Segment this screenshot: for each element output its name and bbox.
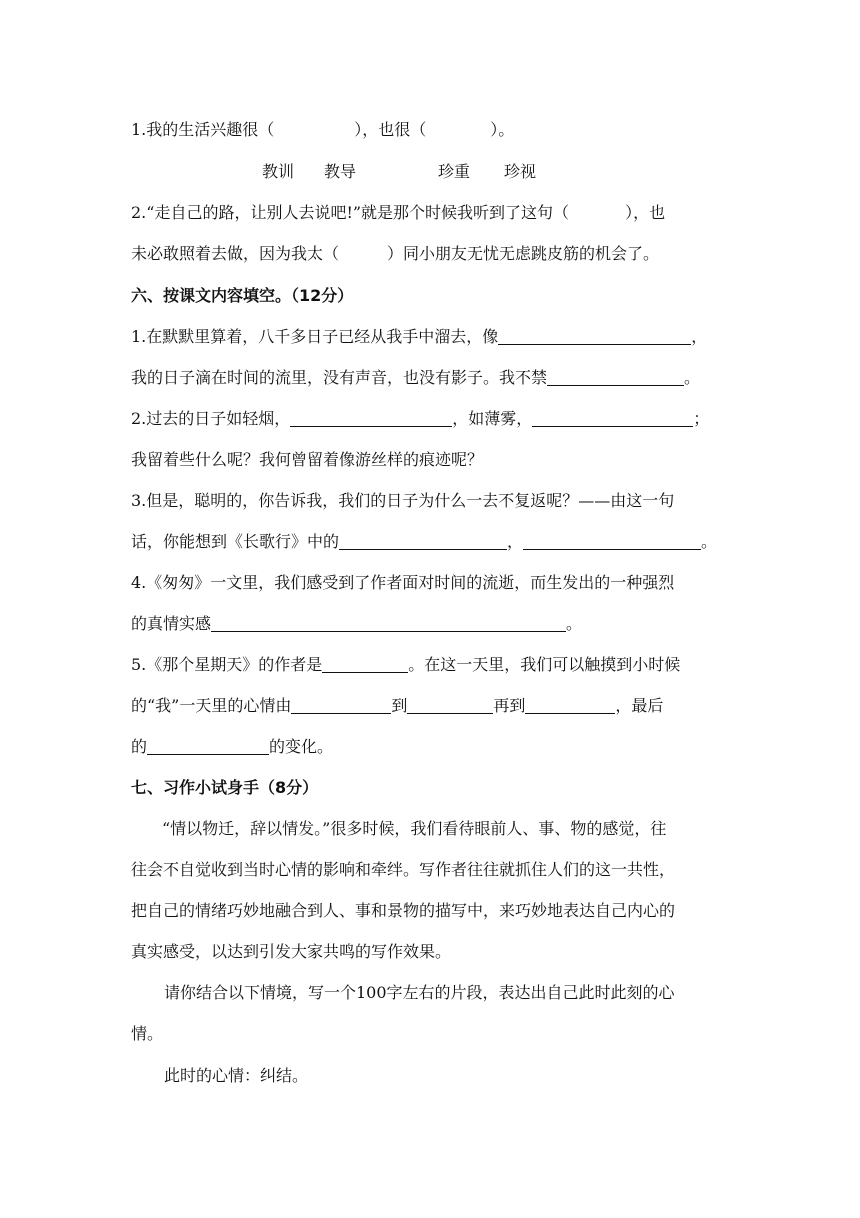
q5-item2-line1 xyxy=(131,203,665,223)
answer-blank[interactable] xyxy=(523,533,701,550)
s7-paragraph1-line: 真实感受，以达到引发大家共鸣的写作效果。 xyxy=(131,942,452,961)
q5-item2-text2: ），也 xyxy=(625,203,666,222)
s6-text: 2.过去的日子如轻烟， xyxy=(131,409,291,428)
answer-blank[interactable] xyxy=(547,369,684,386)
q5-item2-text1: 2.“走自己的路，让别人去说吧!”就是那个时候我听到了这句（ xyxy=(131,203,570,222)
answer-blank[interactable] xyxy=(211,615,566,632)
s6-text: 再到 xyxy=(493,696,526,715)
answer-blank[interactable] xyxy=(291,697,391,714)
word-option: 教导 xyxy=(324,162,357,181)
s6-text: ，如薄雾， xyxy=(452,409,533,428)
section-6-heading: 六、按课文内容填空。（12分） xyxy=(131,286,354,305)
s7-paragraph1-line: “情以物迁，辞以情发。”很多时候，我们看待眼前人、事、物的感觉，往 xyxy=(162,819,667,838)
s6-text: 。在这一天里，我们可以触摸到小时候 xyxy=(408,655,681,674)
q5-item2-text3: 未必敢照着去做，因为我太（ xyxy=(131,244,340,263)
answer-blank[interactable] xyxy=(525,697,615,714)
s6-item5-line1 xyxy=(131,655,680,675)
s6-text: 我的日子滴在时间的流里，没有声音，也没有影子。我不禁 xyxy=(131,368,548,387)
s6-text: 。 xyxy=(566,614,583,633)
s6-item2-line1 xyxy=(131,409,709,429)
s6-item4-line2 xyxy=(131,614,582,634)
s6-item3-line2 xyxy=(131,532,717,552)
q5-item2-text4: ）同小朋友无忧无虑跳皮筋的机会了。 xyxy=(387,244,660,263)
s6-text: ， xyxy=(691,327,708,346)
s6-text: ， xyxy=(507,532,524,551)
answer-blank[interactable] xyxy=(147,738,269,755)
s6-text: ，最后 xyxy=(615,696,664,715)
q5-item2-line2 xyxy=(131,244,659,264)
answer-blank[interactable] xyxy=(290,410,452,427)
s6-text: 1.在默默里算着，八千多日子已经从我手中溜去，像 xyxy=(131,327,499,346)
s6-text: 。 xyxy=(684,368,701,387)
q5-item1-text3: ）。 xyxy=(490,120,515,139)
answer-blank[interactable] xyxy=(322,656,408,673)
word-option: 教训 xyxy=(262,162,295,181)
s6-text: ； xyxy=(693,409,710,428)
s6-item1-line2 xyxy=(131,368,700,388)
s6-text: 。 xyxy=(701,532,718,551)
s6-item5-line2 xyxy=(131,696,663,716)
s6-item1-line1 xyxy=(131,327,707,347)
s6-text: 到 xyxy=(391,696,408,715)
s6-item3-line1: 3.但是，聪明的，你告诉我，我们的日子为什么一去不复返呢？——由这一句 xyxy=(131,491,675,510)
s6-text: 的变化。 xyxy=(269,737,334,756)
s6-text: 5.《那个星期天》的作者是 xyxy=(131,655,323,674)
s6-text: 的 xyxy=(131,737,148,756)
answer-blank[interactable] xyxy=(532,410,693,427)
s6-item5-line3 xyxy=(131,737,333,757)
s7-mood-line: 此时的心情：纠结。 xyxy=(164,1066,309,1085)
answer-blank[interactable] xyxy=(339,533,507,550)
s6-text: 话，你能想到《长歌行》中的 xyxy=(131,532,340,551)
q5-item1 xyxy=(131,120,514,140)
s7-paragraph1-line: 往会不自觉收到当时心情的影响和牵绊。写作者往往就抓住人们的这一共性， xyxy=(131,860,676,879)
s6-item2-line2: 我留着些什么呢？我何曾留着像游丝样的痕迹呢？ xyxy=(131,450,484,469)
answer-blank[interactable] xyxy=(407,697,493,714)
q5-item1-text1: 1.我的生活兴趣很（ xyxy=(131,120,275,139)
s7-paragraph1-line: 把自己的情绪巧妙地融合到人、事和景物的描写中，来巧妙地表达自己内心的 xyxy=(131,901,676,920)
s7-paragraph2-line: 情。 xyxy=(131,1024,164,1043)
q5-item1-text2: ），也很（ xyxy=(354,120,427,139)
s6-text: 的真情实感 xyxy=(131,614,212,633)
word-option: 珍视 xyxy=(504,162,537,181)
s6-text: 的“我”一天里的心情由 xyxy=(131,696,292,715)
word-option: 珍重 xyxy=(438,162,471,181)
s7-paragraph2-line: 请你结合以下情境，写一个100字左右的片段，表达出自己此时此刻的心 xyxy=(164,983,675,1002)
answer-blank[interactable] xyxy=(498,328,691,345)
s6-item4-line1: 4.《匆匆》一文里，我们感受到了作者面对时间的流逝，而生发出的一种强烈 xyxy=(131,573,675,592)
section-7-heading: 七、习作小试身手（8分） xyxy=(131,778,319,797)
